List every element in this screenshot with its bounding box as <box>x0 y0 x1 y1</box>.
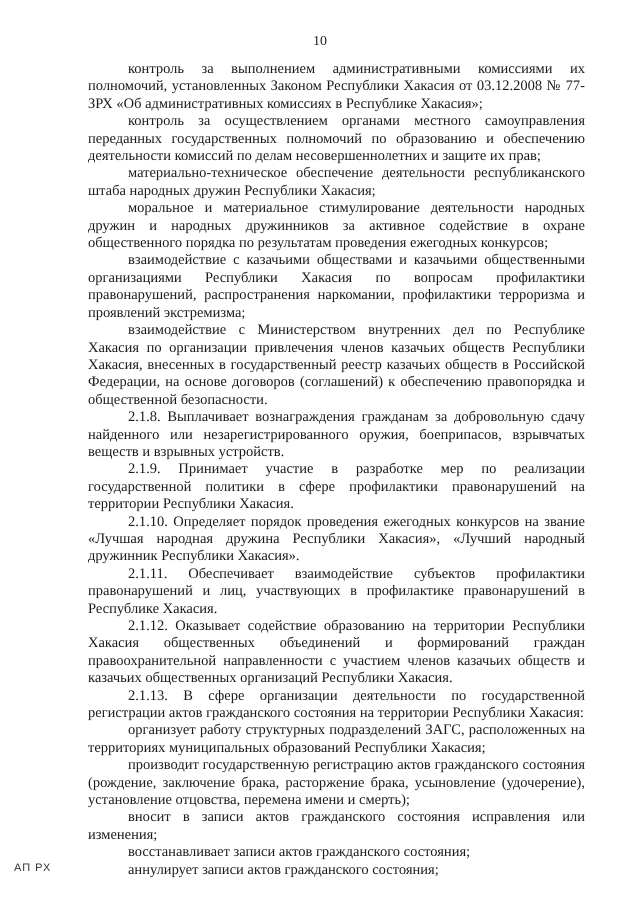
footer-mark: АП РХ <box>14 862 52 874</box>
paragraph: контроль за осуществлением органами местного самоуправления переданных государственных полномочий по образованию и обеспечению деятельности комиссий по делам несовершеннолетних и защите их прав; <box>88 113 585 165</box>
document-body <box>88 61 585 879</box>
paragraph: 2.1.12. Оказывает содействие образованию на территории Республики Хакасия общественных объединений и формирований граждан правоохранительной направленности с участием членов казачьих обществ и казачьих общественных организаций Республики Хакасия. <box>88 618 585 687</box>
paragraph: 2.1.10. Определяет порядок проведения ежегодных конкурсов на звание «Лучшая народная дружина Республики Хакасия», «Лучший народный дружинник Республики Хакасия». <box>88 513 585 565</box>
paragraph: материально-техническое обеспечение деятельности республиканского штаба народных дружин Республики Хакасия; <box>88 165 585 199</box>
paragraph: 2.1.13. В сфере организации деятельности по государственной регистрации актов гражданского состояния на территории Республики Хакасия: <box>88 687 585 722</box>
paragraph: взаимодействие с Министерством внутренних дел по Республике Хакасия по организации привлечения членов казачьих обществ Республики Хакасия, внесенных в государственный реестр казачьих обществ в Российской Федерации, на основе договоров (соглашений) к обеспечению правопорядка и общественной безопасности. <box>88 322 585 408</box>
paragraph: 2.1.9. Принимает участие в разработке мер по реализации государственной политики в сфере профилактики правонарушений на территории Республики Хакасия. <box>88 461 585 513</box>
paragraph: 2.1.11. Обеспечивает взаимодействие субъектов профилактики правонарушений и лиц, участвующих в профилактике правонарушений в Республике Хакасия. <box>88 565 585 617</box>
paragraph: 2.1.8. Выплачивает вознаграждения гражданам за добровольную сдачу найденного или незарегистрированного оружия, боеприпасов, взрывчатых веществ и взрывных устройств. <box>88 409 585 460</box>
paragraph: аннулирует записи актов гражданского состояния; <box>128 861 439 878</box>
paragraph: организует работу структурных подразделений ЗАГС, расположенных на территориях муниципальных образований Республики Хакасия; <box>88 722 585 756</box>
paragraph: контроль за выполнением административными комиссиями их полномочий, установленных Законом Республики Хакасия от 03.12.2008 № 77-ЗРХ «Об административных комиссиях в Республике Хакасия»; <box>88 61 585 112</box>
paragraph: восстанавливает записи актов гражданского состояния; <box>128 844 471 861</box>
paragraph: производит государственную регистрацию актов гражданского состояния (рождение, заключение брака, расторжение брака, усыновление (удочерение), установление отцовства, перемена имени и смерть); <box>88 757 585 809</box>
paragraph: взаимодействие с казачьими обществами и казачьими общественными организациями Республики Хакасия по вопросам профилактики правонарушений, распространения наркомании, профилактики терроризма и проявлений экстремизма; <box>88 252 585 321</box>
paragraph: вносит в записи актов гражданского состояния исправления или изменения; <box>88 809 585 843</box>
page-number: 10 <box>313 34 327 49</box>
paragraph: моральное и материальное стимулирование деятельности народных дружин и народных дружинников за активное содействие в охране общественного порядка по результатам проведения ежегодных конкурсов; <box>88 200 585 252</box>
